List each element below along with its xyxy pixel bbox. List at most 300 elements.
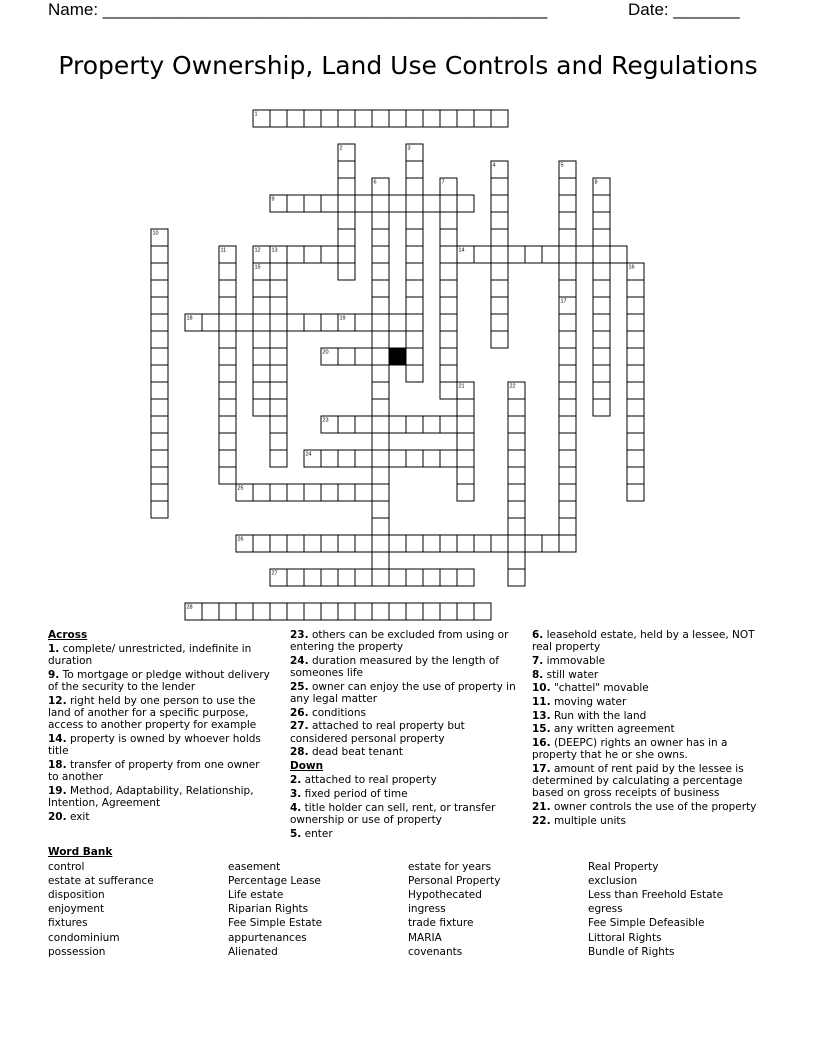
grid-cell[interactable] [151,382,168,399]
grid-cell[interactable] [406,229,423,246]
grid-cell[interactable] [457,484,474,501]
grid-cell[interactable] [457,467,474,484]
grid-cell[interactable] [389,569,406,586]
grid-cell[interactable] [253,280,270,297]
grid-cell[interactable] [423,535,440,552]
grid-cell[interactable] [474,246,491,263]
grid-cell[interactable] [372,450,389,467]
grid-cell[interactable] [355,569,372,586]
grid-cell[interactable] [457,416,474,433]
grid-cell[interactable] [627,365,644,382]
grid-cell[interactable] [372,433,389,450]
grid-cell[interactable] [440,246,457,263]
grid-cell[interactable] [253,365,270,382]
grid-cell[interactable] [491,535,508,552]
grid-cell[interactable] [321,484,338,501]
grid-cell[interactable] [270,484,287,501]
grid-cell[interactable] [304,603,321,620]
grid-cell[interactable] [457,110,474,127]
grid-cell[interactable] [440,263,457,280]
grid-cell[interactable] [321,535,338,552]
grid-cell[interactable] [270,450,287,467]
grid-cell[interactable] [423,569,440,586]
grid-cell[interactable] [406,110,423,127]
grid-cell[interactable] [151,280,168,297]
grid-cell[interactable] [355,110,372,127]
grid-cell[interactable] [508,246,525,263]
grid-cell[interactable] [338,569,355,586]
grid-cell[interactable] [491,263,508,280]
grid-cell[interactable] [151,348,168,365]
clue-text: "chattel" movable [550,682,649,695]
grid-cell[interactable] [440,110,457,127]
grid-cell[interactable] [559,450,576,467]
grid-cell[interactable] [627,416,644,433]
grid-cell[interactable] [355,348,372,365]
grid-cell[interactable] [151,331,168,348]
grid-cell[interactable] [372,212,389,229]
grid-cell[interactable] [287,195,304,212]
grid-cell[interactable] [372,110,389,127]
grid-cell[interactable] [406,178,423,195]
grid-cell[interactable] [338,229,355,246]
grid-cell[interactable] [440,535,457,552]
grid-cell[interactable] [440,382,457,399]
grid-cell[interactable] [627,280,644,297]
grid-cell[interactable] [593,399,610,416]
grid-cell[interactable] [559,348,576,365]
grid-cell[interactable] [372,484,389,501]
grid-cell[interactable] [372,280,389,297]
grid-cell[interactable] [559,467,576,484]
grid-cell[interactable] [389,535,406,552]
grid-cell[interactable] [151,399,168,416]
clue-text: property is owned by whoever holds title [48,733,261,758]
grid-cell[interactable] [406,297,423,314]
grid-cell[interactable] [406,280,423,297]
grid-cell[interactable] [270,110,287,127]
grid-cell[interactable] [559,331,576,348]
grid-cell[interactable] [593,331,610,348]
grid-cell[interactable] [440,331,457,348]
grid-cell[interactable] [593,382,610,399]
grid-cell[interactable] [338,484,355,501]
clue-number-label: 28. [290,746,309,759]
grid-cell[interactable] [508,433,525,450]
grid-cell[interactable] [406,365,423,382]
grid-cell[interactable] [440,297,457,314]
grid-cell[interactable] [372,467,389,484]
grid-cell[interactable] [372,399,389,416]
grid-cell[interactable] [406,450,423,467]
grid-cell[interactable] [253,535,270,552]
grid-cell[interactable] [440,365,457,382]
grid-cell[interactable] [372,314,389,331]
grid-cell[interactable] [627,399,644,416]
grid-cell[interactable] [338,246,355,263]
grid-cell[interactable] [440,450,457,467]
grid-cell[interactable] [389,314,406,331]
grid-cell[interactable] [219,399,236,416]
grid-cell[interactable] [593,212,610,229]
grid-cell[interactable] [406,535,423,552]
grid-cell[interactable] [270,365,287,382]
grid-cell[interactable] [491,195,508,212]
grid-cell[interactable] [355,603,372,620]
grid-cell[interactable] [559,314,576,331]
grid-cell[interactable] [457,603,474,620]
grid-cell[interactable] [406,569,423,586]
grid-cell[interactable] [270,314,287,331]
grid-cell[interactable] [219,348,236,365]
grid-cell[interactable] [389,195,406,212]
clue-number-label: 22. [532,814,551,827]
grid-cell[interactable] [304,110,321,127]
grid-cell[interactable] [304,484,321,501]
grid-cell[interactable] [406,246,423,263]
grid-cell[interactable] [406,603,423,620]
grid-cell[interactable] [406,416,423,433]
grid-cell[interactable] [372,195,389,212]
grid-cell[interactable] [151,297,168,314]
grid-cell[interactable] [202,603,219,620]
grid-cell[interactable] [559,212,576,229]
grid-cell[interactable] [457,195,474,212]
grid-cell[interactable] [389,416,406,433]
grid-cell[interactable] [440,314,457,331]
grid-cell[interactable] [593,280,610,297]
grid-cell[interactable] [491,331,508,348]
grid-cell[interactable] [423,416,440,433]
grid-cell[interactable] [372,331,389,348]
clue-number: 21 [458,383,465,390]
grid-cell[interactable] [593,263,610,280]
clue-item [290,788,516,800]
grid-cell[interactable] [559,195,576,212]
grid-cell[interactable] [372,382,389,399]
grid-cell[interactable] [151,263,168,280]
grid-cell[interactable] [321,110,338,127]
grid-cell[interactable] [559,535,576,552]
grid-cell[interactable] [508,569,525,586]
grid-cell[interactable] [219,365,236,382]
grid-cell[interactable] [355,195,372,212]
grid-cell[interactable] [338,603,355,620]
grid-cell[interactable] [219,450,236,467]
grid-cell[interactable] [287,569,304,586]
grid-cell[interactable] [525,535,542,552]
grid-cell[interactable] [236,603,253,620]
grid-cell[interactable] [559,280,576,297]
grid-cell[interactable] [321,450,338,467]
grid-cell[interactable] [219,603,236,620]
grid-cell[interactable] [406,314,423,331]
grid-cell[interactable] [270,535,287,552]
grid-cell[interactable] [304,246,321,263]
grid-cell[interactable] [559,263,576,280]
grid-cell[interactable] [491,314,508,331]
grid-cell[interactable] [287,246,304,263]
grid-cell[interactable] [219,416,236,433]
grid-cell[interactable] [287,603,304,620]
grid-cell[interactable] [338,178,355,195]
grid-cell[interactable] [372,518,389,535]
grid-cell[interactable] [355,484,372,501]
grid-cell[interactable] [627,331,644,348]
grid-cell[interactable] [389,450,406,467]
grid-cell[interactable] [627,314,644,331]
grid-cell[interactable] [338,110,355,127]
grid-cell[interactable] [270,433,287,450]
grid-cell[interactable] [389,110,406,127]
grid-cell[interactable] [304,314,321,331]
grid-cell[interactable] [559,399,576,416]
grid-cell[interactable] [304,569,321,586]
grid-cell[interactable] [491,246,508,263]
grid-cell[interactable] [457,450,474,467]
grid-cell[interactable] [355,535,372,552]
clue-text: Method, Adaptability, Relationship, Intention, Agreement [48,784,254,810]
grid-cell[interactable] [304,535,321,552]
grid-cell[interactable] [372,416,389,433]
grid-cell[interactable] [559,416,576,433]
grid-cell[interactable] [151,450,168,467]
grid-cell[interactable] [270,348,287,365]
grid-cell[interactable] [440,195,457,212]
grid-cell[interactable] [593,348,610,365]
grid-cell[interactable] [593,229,610,246]
grid-cell[interactable] [474,603,491,620]
grid-cell[interactable] [542,246,559,263]
grid-cell[interactable] [270,297,287,314]
grid-cell[interactable] [338,535,355,552]
grid-cell[interactable] [270,263,287,280]
grid-cell[interactable] [355,450,372,467]
grid-cell[interactable] [423,195,440,212]
grid-cell[interactable] [423,450,440,467]
grid-cell[interactable] [253,331,270,348]
grid-cell[interactable] [219,467,236,484]
grid-cell[interactable] [440,212,457,229]
grid-cell[interactable] [253,603,270,620]
grid-cell[interactable] [559,178,576,195]
grid-cell[interactable] [270,416,287,433]
grid-cell[interactable] [593,195,610,212]
grid-cell[interactable] [559,246,576,263]
grid-cell[interactable] [372,552,389,569]
grid-cell[interactable] [627,450,644,467]
grid-cell[interactable] [508,518,525,535]
grid-cell[interactable] [491,178,508,195]
grid-cell[interactable] [593,297,610,314]
grid-cell[interactable] [508,467,525,484]
clue-item [48,759,270,783]
grid-cell[interactable] [491,280,508,297]
grid-cell[interactable] [151,314,168,331]
grid-cell[interactable] [593,365,610,382]
clue-number-label: 16. [532,737,551,750]
grid-cell[interactable] [610,246,627,263]
clue-number: 7 [441,179,445,186]
grid-cell[interactable] [372,535,389,552]
grid-cell[interactable] [202,314,219,331]
grid-cell[interactable] [338,212,355,229]
grid-cell[interactable] [253,297,270,314]
grid-cell[interactable] [406,331,423,348]
grid-cell[interactable] [338,348,355,365]
grid-cell[interactable] [151,484,168,501]
grid-cell[interactable] [440,603,457,620]
grid-cell[interactable] [491,212,508,229]
grid-cell[interactable] [389,603,406,620]
grid-cell[interactable] [219,382,236,399]
grid-cell[interactable] [355,314,372,331]
grid-cell[interactable] [508,535,525,552]
grid-cell[interactable] [372,569,389,586]
grid-cell[interactable] [508,399,525,416]
grid-cell[interactable] [508,552,525,569]
grid-cell[interactable] [406,348,423,365]
grid-cell[interactable] [559,229,576,246]
grid-cell[interactable] [508,484,525,501]
grid-cell[interactable] [372,501,389,518]
clue-number: 1 [254,111,258,118]
grid-cell[interactable] [151,416,168,433]
word-bank-item: Real Property [588,861,659,874]
grid-cell[interactable] [287,110,304,127]
grid-cell[interactable] [559,518,576,535]
grid-cell[interactable] [372,348,389,365]
grid-cell[interactable] [559,365,576,382]
grid-cell[interactable] [253,314,270,331]
grid-cell[interactable] [151,467,168,484]
grid-cell[interactable] [372,297,389,314]
grid-cell[interactable] [219,433,236,450]
grid-cell[interactable] [627,348,644,365]
clue-number: 27 [271,570,278,577]
grid-cell[interactable] [219,314,236,331]
grid-cell[interactable] [406,195,423,212]
grid-cell[interactable] [559,484,576,501]
grid-cell[interactable] [304,195,321,212]
grid-cell[interactable] [593,314,610,331]
grid-cell[interactable] [270,399,287,416]
grid-cell[interactable] [474,110,491,127]
grid-cell[interactable] [559,501,576,518]
grid-cell[interactable] [219,297,236,314]
grid-cell[interactable] [440,416,457,433]
grid-cell[interactable] [372,263,389,280]
grid-cell[interactable] [338,195,355,212]
clue-item [48,643,270,667]
grid-cell[interactable] [508,501,525,518]
grid-cell[interactable] [627,382,644,399]
grid-cell[interactable] [627,467,644,484]
grid-cell[interactable] [457,569,474,586]
grid-cell[interactable] [525,246,542,263]
clue-item [532,801,768,813]
grid-cell[interactable] [508,416,525,433]
grid-cell[interactable] [440,569,457,586]
grid-cell[interactable] [321,195,338,212]
grid-cell[interactable] [491,229,508,246]
grid-cell[interactable] [270,603,287,620]
grid-cell[interactable] [219,280,236,297]
grid-cell[interactable] [457,399,474,416]
grid-cell[interactable] [321,246,338,263]
grid-cell[interactable] [219,331,236,348]
grid-cell[interactable] [253,382,270,399]
grid-cell[interactable] [151,433,168,450]
grid-cell[interactable] [474,535,491,552]
grid-cell[interactable] [627,297,644,314]
grid-cell[interactable] [338,161,355,178]
grid-cell[interactable] [253,399,270,416]
grid-cell[interactable] [236,314,253,331]
grid-cell[interactable] [406,263,423,280]
grid-cell[interactable] [491,110,508,127]
grid-cell[interactable] [491,297,508,314]
grid-cell[interactable] [423,603,440,620]
grid-cell[interactable] [627,484,644,501]
grid-cell[interactable] [406,161,423,178]
grid-cell[interactable] [338,450,355,467]
grid-cell[interactable] [423,110,440,127]
grid-cell[interactable] [355,416,372,433]
grid-cell[interactable] [287,484,304,501]
grid-cell[interactable] [151,501,168,518]
grid-cell[interactable] [457,535,474,552]
grid-cell[interactable] [508,450,525,467]
grid-cell[interactable] [151,246,168,263]
grid-cell[interactable] [372,229,389,246]
grid-cell[interactable] [457,433,474,450]
grid-cell[interactable] [270,280,287,297]
grid-cell[interactable] [576,246,593,263]
grid-cell[interactable] [406,212,423,229]
grid-cell[interactable] [338,263,355,280]
grid-cell[interactable] [559,382,576,399]
grid-cell[interactable] [542,535,559,552]
grid-cell[interactable] [440,229,457,246]
grid-cell[interactable] [440,280,457,297]
grid-cell[interactable] [372,246,389,263]
grid-cell[interactable] [287,314,304,331]
grid-cell[interactable] [372,603,389,620]
grid-cell[interactable] [151,365,168,382]
grid-cell[interactable] [321,569,338,586]
grid-cell[interactable] [270,331,287,348]
grid-cell[interactable] [372,365,389,382]
grid-cell[interactable] [338,416,355,433]
grid-cell[interactable] [321,603,338,620]
clue-text: duration measured by the length of someones life [290,654,499,680]
grid-cell[interactable] [559,433,576,450]
grid-cell[interactable] [270,382,287,399]
clue-number: 18 [186,315,193,322]
grid-cell[interactable] [440,348,457,365]
clue-text: dead beat tenant [308,746,403,759]
clue-item [532,737,768,761]
grid-cell[interactable] [321,314,338,331]
grid-cell[interactable] [287,535,304,552]
grid-cell[interactable] [253,484,270,501]
grid-cell[interactable] [253,348,270,365]
grid-cell[interactable] [627,433,644,450]
grid-cell[interactable] [219,263,236,280]
grid-cell[interactable] [593,246,610,263]
clue-item [290,774,516,786]
